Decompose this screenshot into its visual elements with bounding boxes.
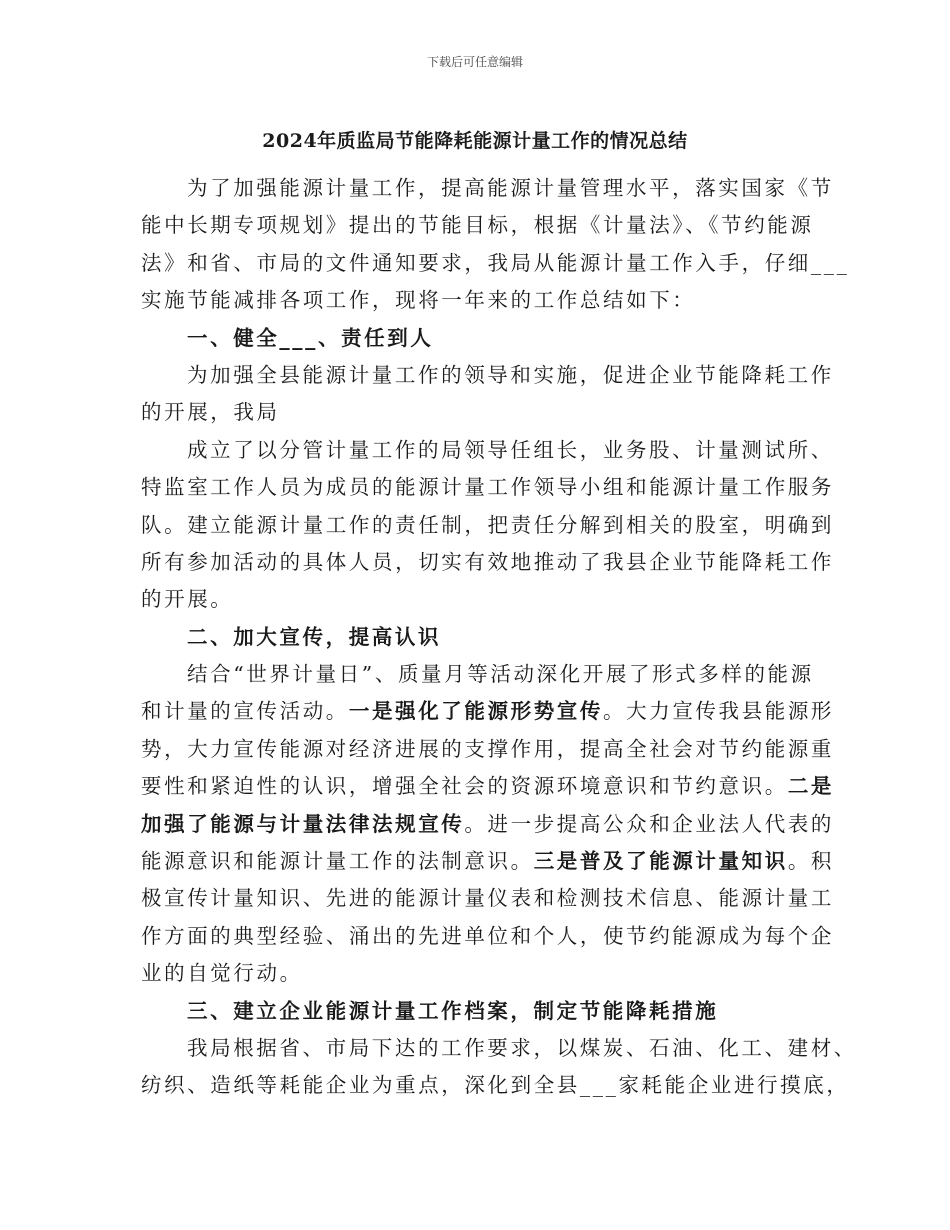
header-note: 下载后可任意编辑 — [426, 55, 523, 69]
paragraph-line — [141, 656, 825, 693]
bold-text: 三是普及了能源计量知识 — [533, 849, 788, 874]
paragraph-line — [141, 394, 825, 431]
paragraph-line — [141, 245, 850, 282]
text-run: 。大力宣传我县能源形 — [603, 699, 835, 724]
paragraph-line — [141, 357, 834, 394]
text-run: 二、加大宣传，提高认识 — [187, 624, 442, 649]
text-run: 为了加强能源计量工作，提高能源计量管理水平，落实国家《节 — [187, 176, 834, 200]
text-run: 法》和省、市局的文件通知要求，我局从能源计量工作入手，仔细___ — [141, 250, 850, 275]
bold-text: 加强了能源与计量法律法规宣传 — [141, 811, 465, 836]
text-run: 所有参加活动的具体人员，切实有效地推动了我县企业节能降耗工作 — [141, 549, 834, 574]
text-run: 势，大力宣传能源对经济进展的支撑作用，提高全社会对节约能源重 — [141, 736, 834, 761]
section-heading — [141, 993, 825, 1030]
paragraph-line — [141, 693, 835, 730]
section-heading — [141, 619, 825, 656]
paragraph-line — [141, 768, 835, 805]
text-run: 一、健全___、责任到人 — [187, 325, 434, 350]
text-run: 能中长期专项规划》提出的节能目标，根据《计量法》、《节约能源 — [141, 213, 814, 238]
bold-text: 二是 — [787, 774, 835, 799]
paragraph-line — [141, 207, 825, 244]
paragraph-line — [141, 282, 825, 319]
text-run: 。积 — [787, 849, 835, 874]
text-run: 实施节能减排各项工作，现将一年来的工作总结如下： — [141, 288, 696, 313]
paragraph-line — [141, 507, 834, 544]
paragraph-line — [141, 843, 835, 880]
text-run: 纺织、造纸等耗能企业为重点，深化到全县___家耗能企业进行摸底， — [141, 1073, 850, 1098]
text-run: 作方面的典型经验、涌出的先进单位和个人，使节约能源成为每个企 — [141, 923, 834, 948]
paragraph-line — [141, 581, 825, 618]
text-run: 。进一步提高公众和企业法人代表的 — [464, 811, 835, 836]
text-run: 结合“世界计量日”、质量月等活动深化开展了形式多样的能源 — [187, 662, 814, 687]
text-run: 极宣传计量知识、先进的能源计量仪表和检测技术信息、能源计量工 — [141, 886, 834, 911]
document-body — [141, 170, 857, 1105]
paragraph-line — [141, 880, 834, 917]
text-run: 三、建立企业能源计量工作档案，制定节能降耗措施 — [187, 998, 719, 1023]
text-run: 成立了以分管计量工作的局领导任组长，业务股、计量测试所、 — [187, 437, 834, 462]
text-run: 的开展。 — [141, 587, 234, 612]
text-run: 我局根据省、市局下达的工作要求，以煤炭、石油、化工、建材、 — [187, 1035, 857, 1060]
section-heading — [141, 320, 825, 357]
text-run: 能源意识和能源计量工作的法制意识。 — [141, 849, 534, 874]
paragraph-line — [141, 918, 834, 955]
text-run: 队。建立能源计量工作的责任制，把责任分解到相关的股室，明确到 — [141, 512, 834, 537]
paragraph-line — [141, 806, 835, 843]
paragraph-line — [141, 170, 834, 207]
text-run: 和计量的宣传活动。 — [141, 699, 349, 724]
paragraph-line — [141, 469, 834, 506]
text-run: 要性和紧迫性的认识，增强全社会的资源环境意识和节约意识。 — [141, 774, 788, 799]
document-title: 2024年质监局节能降耗能源计量工作的情况总结 — [262, 130, 688, 152]
bold-text: 一是强化了能源形势宣传 — [348, 699, 604, 724]
text-run: 为加强全县能源计量工作的领导和实施，促进企业节能降耗工作 — [187, 362, 834, 387]
paragraph-line — [141, 731, 834, 768]
paragraph-line — [141, 1030, 857, 1067]
paragraph-line — [141, 432, 834, 469]
paragraph-line — [141, 955, 825, 992]
paragraph-line — [141, 544, 834, 581]
paragraph-line — [141, 1067, 850, 1104]
text-run: 业的自觉行动。 — [141, 961, 303, 986]
text-run: 的开展，我局 — [141, 400, 280, 425]
text-run: 特监室工作人员为成员的能源计量工作领导小组和能源计量工作服务 — [141, 475, 834, 500]
